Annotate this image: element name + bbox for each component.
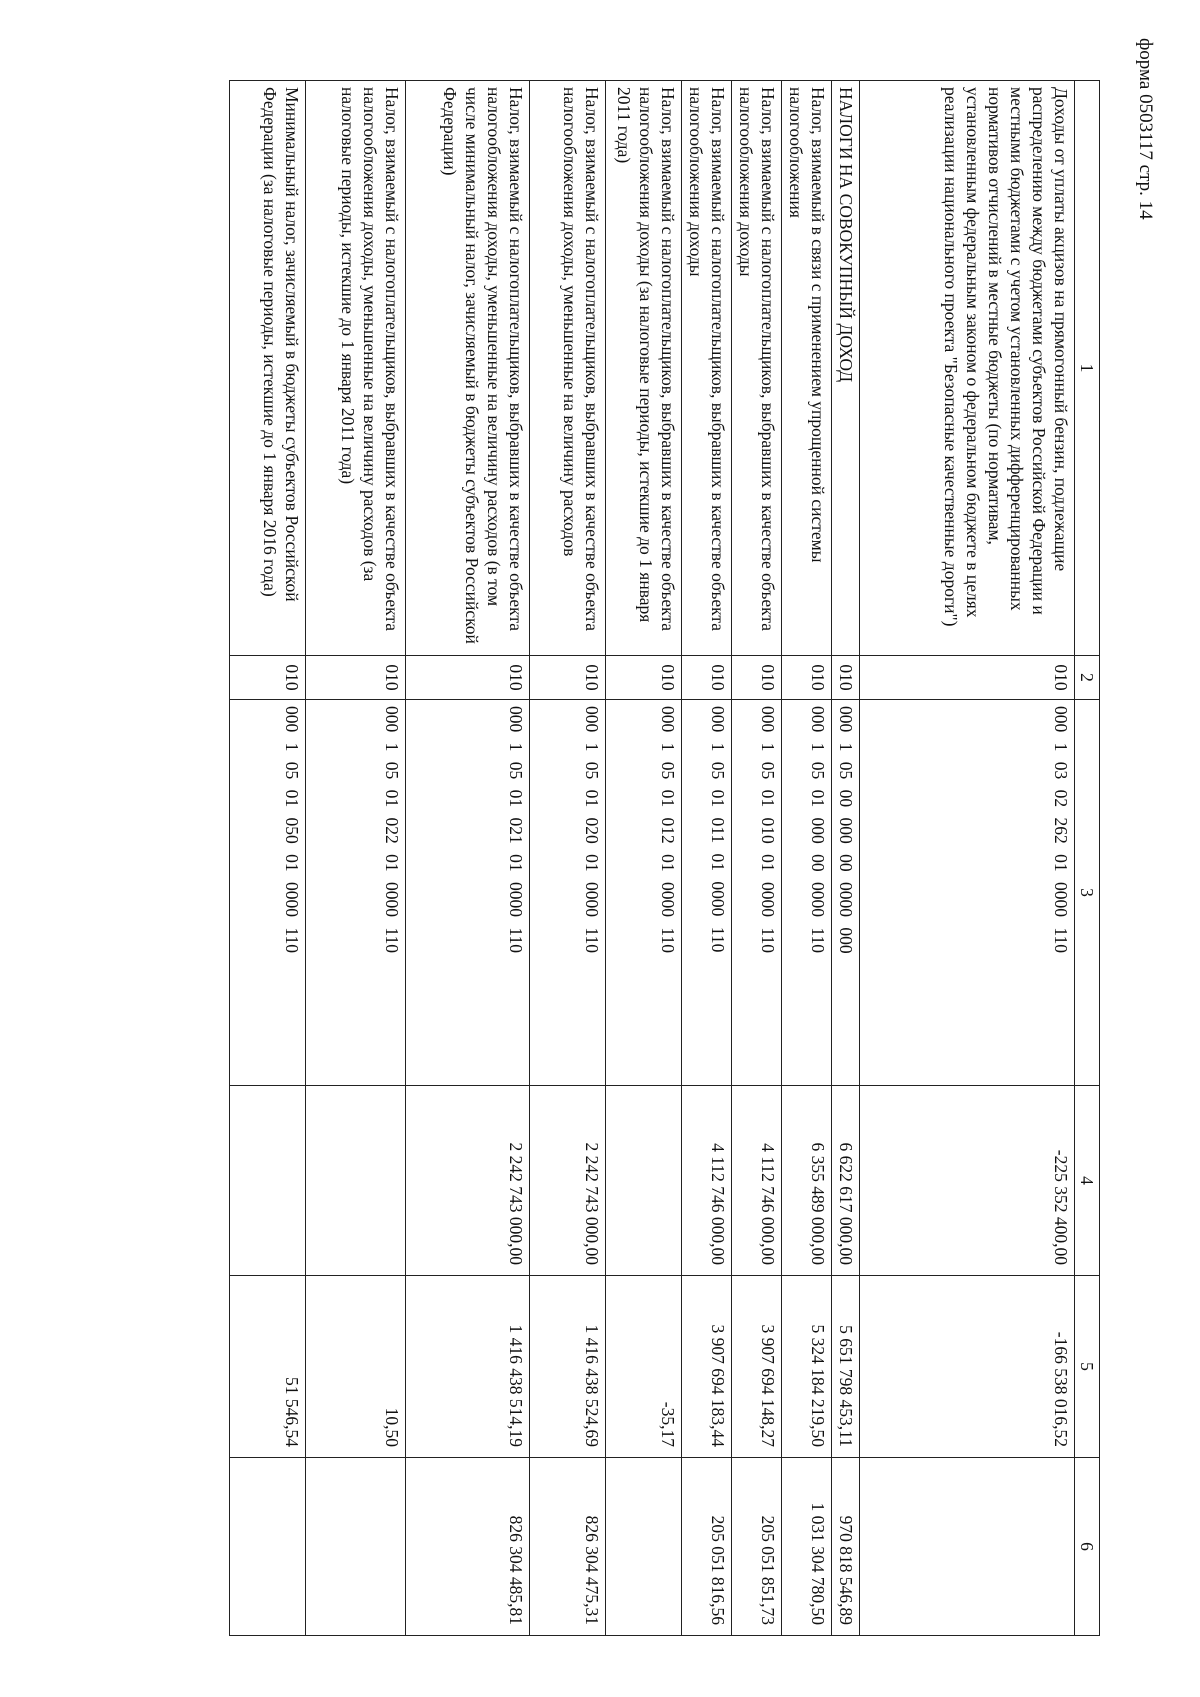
row-approved: 4 112 746 000,00 [732, 1086, 782, 1276]
row-name: Налог, взимаемый с налогоплательщиков, выбравших в качестве объекта налогообложения доходы (за налоговые периоды, истекшие до 1 января 2011 года) [606, 81, 682, 656]
row-executed: 3 907 694 148,27 [732, 1276, 782, 1458]
table-row [306, 81, 406, 1636]
row-name: Налог, взимаемый с налогоплательщиков, выбравших в качестве объекта налогообложения доходы, уменьшенные на величину расходов (в том числе минимальный налог, зачисляемый в бюджеты субъектов Российской Федерации) [406, 81, 530, 656]
row-unexecuted [606, 1458, 682, 1636]
row-code: 010 [306, 656, 406, 700]
row-approved: -225 352 400,00 [860, 1086, 1075, 1276]
table-row [230, 81, 306, 1636]
row-approved [606, 1086, 682, 1276]
row-name: Доходы от уплаты акцизов на прямогонный бензин, подлежащие распределению между бюджетами субъектов Российской Федерации и местными бюджетами с учетом установленных дифференцированных нормативов отчислений в местные бюджеты (по нормативам, установленным федеральным законом о федеральном бюджете в целях реализации национального проекта "Безопасные качественные дороги") [860, 81, 1075, 656]
row-executed: 1 416 438 524,69 [530, 1276, 606, 1458]
row-approved: 6 622 617 000,00 [832, 1086, 860, 1276]
column-header: 2 [1075, 656, 1100, 700]
row-kbk: 000 1 03 02 262 01 0000 110 [860, 700, 1075, 1086]
row-approved: 6 355 489 000,00 [782, 1086, 832, 1276]
table-row [606, 81, 682, 1636]
row-name: Налог, взимаемый с налогоплательщиков, выбравших в качестве объекта налогообложения доходы [732, 81, 782, 656]
column-header: 6 [1075, 1458, 1100, 1636]
row-kbk: 000 1 05 01 011 01 0000 110 [682, 700, 732, 1086]
row-executed: 10,50 [306, 1276, 406, 1458]
row-code: 010 [732, 656, 782, 700]
row-name: Налог, взимаемый с налогоплательщиков, выбравших в качестве объекта налогообложения доходы, уменьшенные на величину расходов (за налоговые периоды, истекшие до 1 января 2011 года) [306, 81, 406, 656]
row-code: 010 [230, 656, 306, 700]
column-number-row [1075, 81, 1100, 1636]
row-code: 010 [832, 656, 860, 700]
row-approved: 2 242 743 000,00 [530, 1086, 606, 1276]
table-row [860, 81, 1075, 1636]
row-unexecuted: 205 051 851,73 [732, 1458, 782, 1636]
row-unexecuted: 205 051 816,56 [682, 1458, 732, 1636]
row-executed: 51 546,54 [230, 1276, 306, 1458]
column-header: 3 [1075, 700, 1100, 1086]
row-executed: 5 651 798 453,11 [832, 1276, 860, 1458]
table-row [832, 81, 860, 1636]
row-unexecuted: 1 031 304 780,50 [782, 1458, 832, 1636]
row-executed: 5 324 184 219,50 [782, 1276, 832, 1458]
row-code: 010 [860, 656, 1075, 700]
row-approved: 4 112 746 000,00 [682, 1086, 732, 1276]
table-row [530, 81, 606, 1636]
table-row [782, 81, 832, 1636]
row-name: НАЛОГИ НА СОВОКУПНЫЙ ДОХОД [832, 81, 860, 656]
row-unexecuted: 970 818 546,89 [832, 1458, 860, 1636]
row-executed: 1 416 438 514,19 [406, 1276, 530, 1458]
table-row [682, 81, 732, 1636]
row-code: 010 [682, 656, 732, 700]
row-approved: 2 242 743 000,00 [406, 1086, 530, 1276]
row-kbk: 000 1 05 01 022 01 0000 110 [306, 700, 406, 1086]
row-executed: -35,17 [606, 1276, 682, 1458]
column-header: 1 [1075, 81, 1100, 656]
row-name: Минимальный налог, зачисляемый в бюджеты субъектов Российской Федерации (за налоговые периоды, истекшие до 1 января 2016 года) [230, 81, 306, 656]
row-unexecuted: 826 304 475,31 [530, 1458, 606, 1636]
income-table [229, 80, 1100, 1636]
row-name: Налог, взимаемый в связи с применением упрощенной системы налогообложения [782, 81, 832, 656]
row-kbk: 000 1 05 01 050 01 0000 110 [230, 700, 306, 1086]
row-kbk: 000 1 05 00 000 00 0000 000 [832, 700, 860, 1086]
row-executed: 3 907 694 183,44 [682, 1276, 732, 1458]
form-number-label: форма 0503117 стр. 14 [1135, 38, 1156, 220]
rotated-table-container [120, 80, 1100, 1635]
row-executed: -166 538 016,52 [860, 1276, 1075, 1458]
row-kbk: 000 1 05 01 021 01 0000 110 [406, 700, 530, 1086]
row-code: 010 [782, 656, 832, 700]
row-code: 010 [406, 656, 530, 700]
row-unexecuted [860, 1458, 1075, 1636]
row-kbk: 000 1 05 01 010 01 0000 110 [732, 700, 782, 1086]
row-unexecuted [306, 1458, 406, 1636]
column-header: 4 [1075, 1086, 1100, 1276]
row-approved [306, 1086, 406, 1276]
row-code: 010 [606, 656, 682, 700]
row-name: Налог, взимаемый с налогоплательщиков, выбравших в качестве объекта налогообложения доходы [682, 81, 732, 656]
row-kbk: 000 1 05 01 012 01 0000 110 [606, 700, 682, 1086]
row-approved [230, 1086, 306, 1276]
table-row [732, 81, 782, 1636]
row-code: 010 [530, 656, 606, 700]
column-header: 5 [1075, 1276, 1100, 1458]
row-kbk: 000 1 05 01 000 00 0000 110 [782, 700, 832, 1086]
row-kbk: 000 1 05 01 020 01 0000 110 [530, 700, 606, 1086]
row-name: Налог, взимаемый с налогоплательщиков, выбравших в качестве объекта налогообложения доходы, уменьшенные на величину расходов [530, 81, 606, 656]
table-row [406, 81, 530, 1636]
row-unexecuted: 826 304 485,81 [406, 1458, 530, 1636]
row-unexecuted [230, 1458, 306, 1636]
